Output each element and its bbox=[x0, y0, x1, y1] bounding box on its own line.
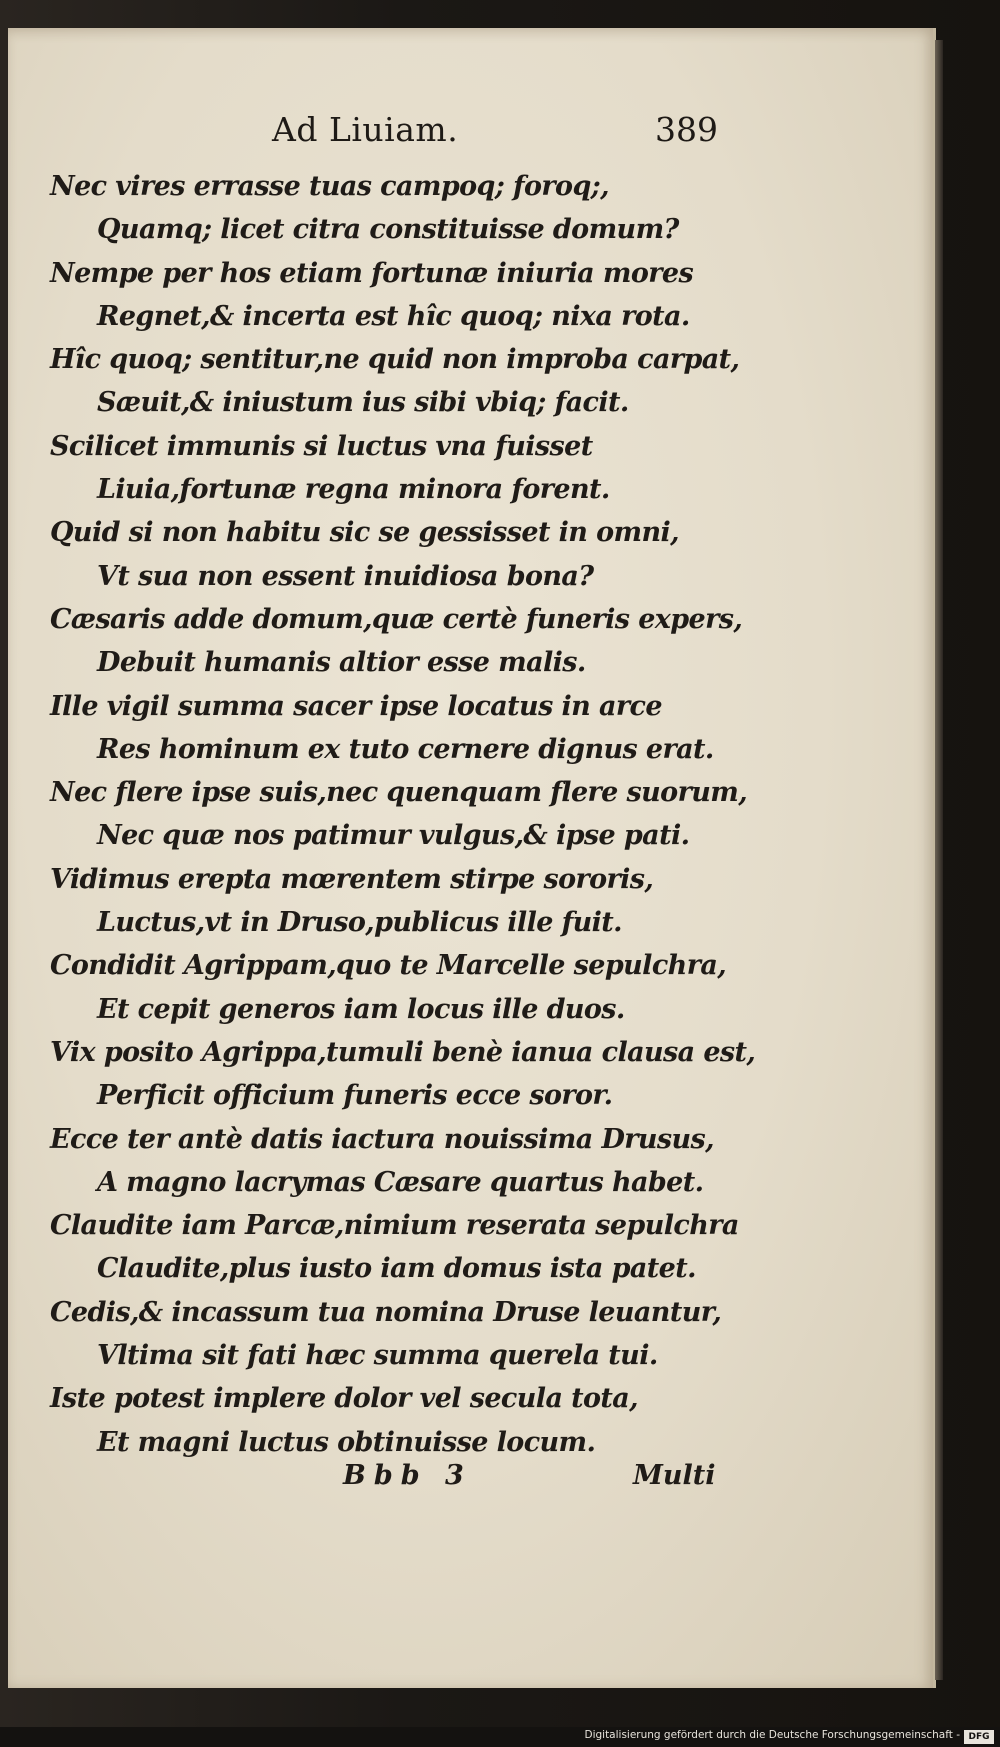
verse-line: Nec quæ nos patimur vulgus,& ipse pati. bbox=[97, 820, 690, 852]
catchword: Multi bbox=[633, 1460, 716, 1491]
verse-line: Nec flere ipse suis,nec quenquam flere suorum, bbox=[50, 777, 748, 809]
page-number: 389 bbox=[655, 110, 718, 149]
verse-line: Vix posito Agrippa,tumuli benè ianua clausa est, bbox=[50, 1036, 756, 1068]
verse-line: Cæsaris adde domum,quæ certè funeris expers, bbox=[50, 603, 743, 635]
verse-line: Quamq; licet citra constituisse domum? bbox=[97, 214, 679, 246]
verse-line: Vt sua non essent inuidiosa bona? bbox=[97, 560, 594, 592]
verse-line: Iste potest implere dolor vel secula tota, bbox=[50, 1383, 638, 1415]
verse-line: Scilicet immunis si luctus vna fuisset bbox=[50, 430, 593, 462]
page-edge bbox=[935, 40, 943, 1680]
verse-line: Luctus,vt in Druso,publicus ille fuit. bbox=[97, 907, 622, 939]
verse-line: Debuit humanis altior esse malis. bbox=[97, 647, 586, 679]
verse-line: Vltima sit fati hæc summa querela tui. bbox=[97, 1340, 658, 1372]
verse-line: Ille vigil summa sacer ipse locatus in arce bbox=[50, 690, 662, 722]
verse-line: Ecce ter antè datis iactura nouissima Drusus, bbox=[50, 1123, 714, 1155]
verse-line: A magno lacrymas Cæsare quartus habet. bbox=[97, 1166, 704, 1198]
verse-line: Res hominum ex tuto cernere dignus erat. bbox=[97, 733, 714, 765]
verse-line: Claudite iam Parcæ,nimium reserata sepulchra bbox=[50, 1210, 739, 1242]
verse-line: Liuia,fortunæ regna minora forent. bbox=[97, 474, 610, 506]
verse-line: Hîc quoq; sentitur,ne quid non improba carpat, bbox=[50, 344, 740, 376]
verse-text bbox=[50, 165, 756, 1464]
running-header: Ad Liuiam. bbox=[272, 110, 459, 149]
verse-line: Nempe per hos etiam fortunæ iniuria mores bbox=[50, 257, 694, 289]
verse-line: Cedis,& incassum tua nomina Druse leuantur, bbox=[50, 1296, 722, 1328]
verse-line: Sæuit,& iniustum ius sibi vbiq; facit. bbox=[97, 387, 629, 419]
digitization-credit: Digitalisierung gefördert durch die Deutsche Forschungsgemeinschaft - bbox=[584, 1729, 960, 1741]
verse-line: Claudite,plus iusto iam domus ista patet. bbox=[97, 1253, 696, 1285]
verse-line: Regnet,& incerta est hîc quoq; nixa rota. bbox=[97, 300, 690, 332]
verse-line: Et cepit generos iam locus ille duos. bbox=[97, 993, 625, 1025]
verse-line: Nec vires errasse tuas campoq; foroq;, bbox=[50, 171, 609, 202]
verse-line: Condidit Agrippam,quo te Marcelle sepulchra, bbox=[50, 950, 727, 982]
signature-mark: Bbb 3 bbox=[343, 1460, 472, 1491]
verse-line: Vidimus erepta mœrentem stirpe sororis, bbox=[50, 863, 654, 895]
dfg-logo-icon: DFG bbox=[964, 1730, 994, 1744]
verse-line: Et magni luctus obtinuisse locum. bbox=[97, 1426, 596, 1458]
verse-line: Quid si non habitu sic se gessisset in omni, bbox=[50, 517, 679, 549]
verse-line: Perficit officium funeris ecce soror. bbox=[97, 1080, 613, 1112]
